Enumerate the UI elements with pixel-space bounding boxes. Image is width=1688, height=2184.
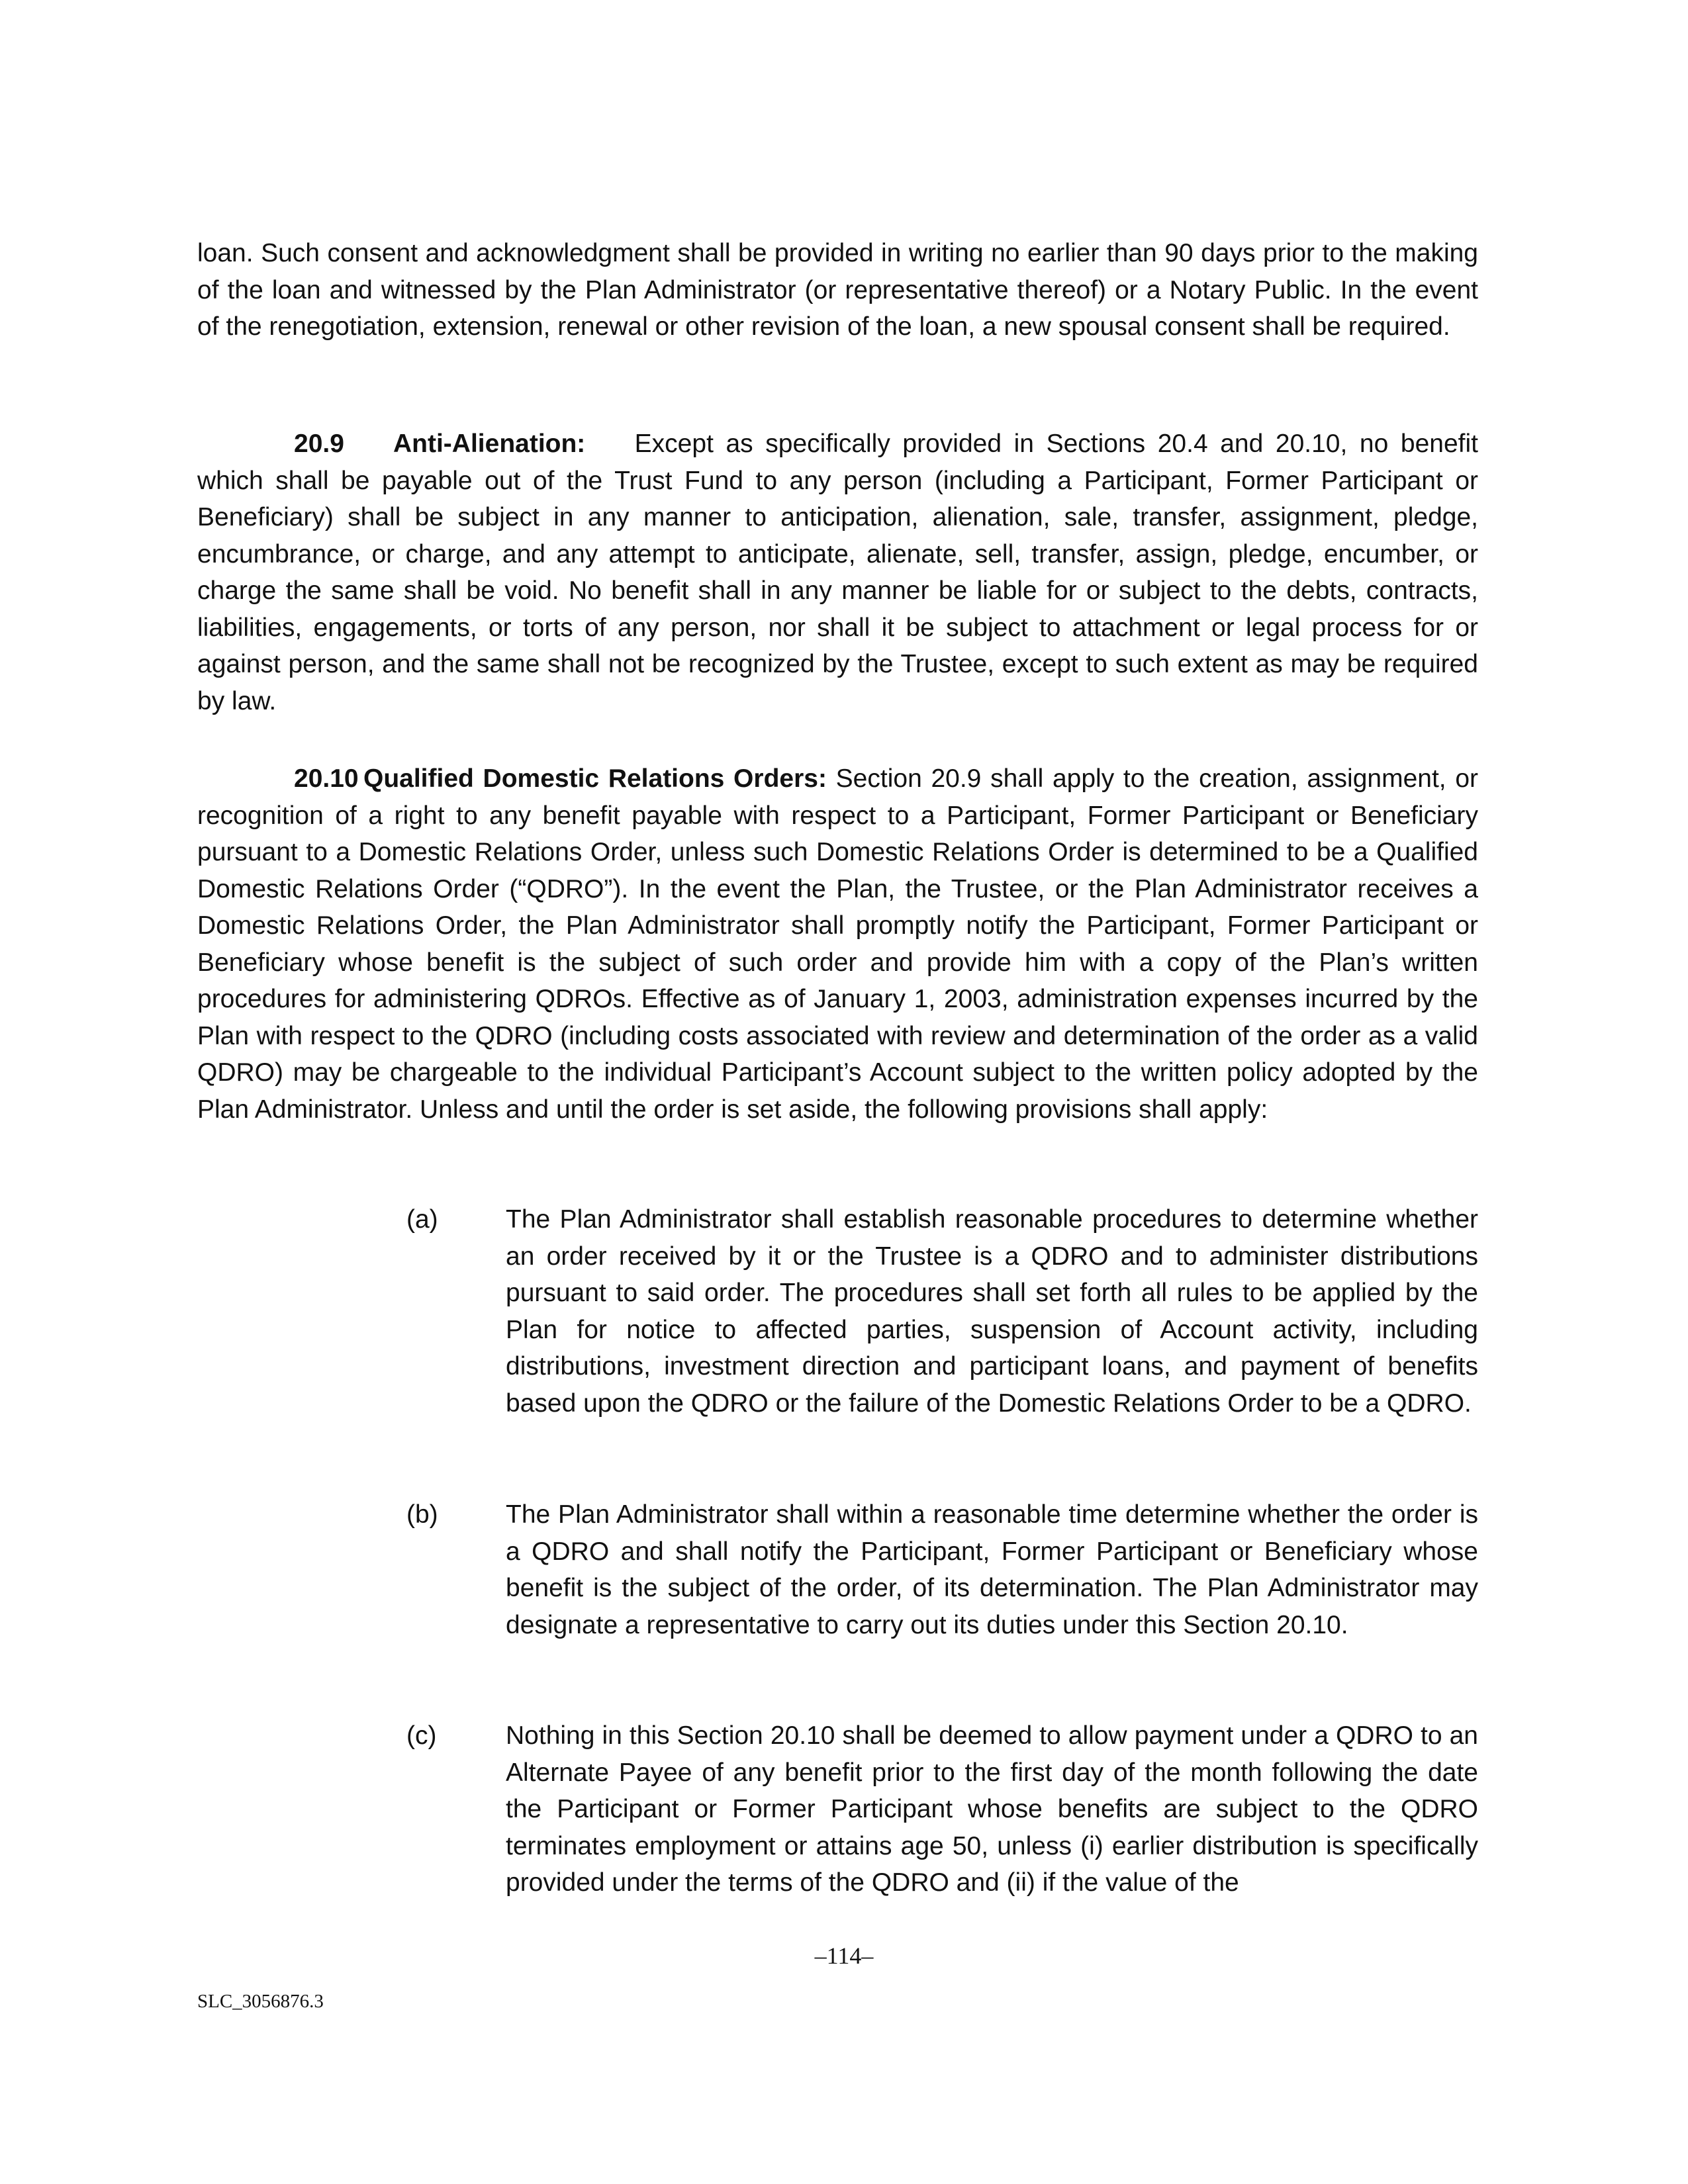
section-20-9 bbox=[197, 426, 1478, 719]
section-20-10-title: Qualified Domestic Relations Orders: bbox=[363, 764, 827, 793]
document-id: SLC_3056876.3 bbox=[197, 1991, 324, 2012]
section-20-10 bbox=[197, 760, 1478, 1128]
section-20-9-number: 20.9 bbox=[294, 430, 344, 458]
subsection-c-label: (c) bbox=[406, 1721, 437, 1750]
page-number: –114– bbox=[814, 1942, 874, 1969]
section-20-9-title: Anti-Alienation: bbox=[393, 430, 586, 458]
section-20-9-body: Except as specifically provided in Sections 20.4 and 20.10, no benefit which shall be payable out of the Trust Fund to any person (including a Participant, Former Participant or Beneficiary) shall be subject in any manner to anticipation, alienation, sale, transfer, assignment, pledge, encumbrance, or charge, and any attempt to anticipate, alienate, sell, transfer, assign, pledge, encumber, or charge the same shall be void. No benefit shall in any manner be liable for or subject to the debts, contracts, liabilities, engagements, or torts of any person, nor shall it be subject to attachment or legal process for or against person, and the same shall not be recognized by the Trustee, except to such extent as may be required by law. bbox=[197, 430, 1478, 715]
subsection-a-text: The Plan Administrator shall establish reasonable procedures to determine whether an order received by it or the Trustee is a QDRO and to administer distributions pursuant to said order. The procedures shall set forth all rules to be applied by the Plan for notice to affected parties, suspension of Account activity, including distributions, investment direction and participant loans, and payment of benefits based upon the QDRO or the failure of the Domestic Relations Order to be a QDRO. bbox=[506, 1205, 1478, 1418]
subsection-a-label: (a) bbox=[406, 1205, 438, 1234]
subsection-c-text: Nothing in this Section 20.10 shall be deemed to allow payment under a QDRO to an Alternate Payee of any benefit prior to the first day of the month following the date the Participant or Former Participant whose benefits are subject to the QDRO terminates employment or attains age 50, unless (i) earlier distribution is specifically provided under the terms of the QDRO and (ii) if the value of the bbox=[506, 1721, 1478, 1897]
continuation-paragraph-text: loan. Such consent and acknowledgment shall be provided in writing no earlier than 90 days prior to the making of the loan and witnessed by the Plan Administrator (or representative thereof) or a Notary Public. In the event of the renegotiation, extension, renewal or other revision of the loan, a new spousal consent shall be required. bbox=[197, 239, 1478, 341]
continuation-paragraph bbox=[197, 235, 1478, 345]
section-20-9-paragraph bbox=[197, 426, 1478, 719]
section-20-10-number: 20.10 bbox=[294, 764, 359, 793]
section-20-10-paragraph bbox=[197, 760, 1478, 1128]
subsection-b-label: (b) bbox=[406, 1500, 438, 1529]
section-20-10-body: Section 20.9 shall apply to the creation, assignment, or recognition of a right to any benefit payable with respect to a Participant, Former Participant or Beneficiary pursuant to a Domestic Relations Order, unless such Domestic Relations Order is determined to be a Qualified Domestic Relations Order (“QDRO”). In the event the Plan, the Trustee, or the Plan Administrator receives a Domestic Relations Order, the Plan Administrator shall promptly notify the Participant, Former Participant or Beneficiary whose benefit is the subject of such order and provide him with a copy of the Plan’s written procedures for administering QDROs. Effective as of January 1, 2003, administration expenses incurred by the Plan with respect to the QDRO (including costs associated with review and determination of the order as a valid QDRO) may be chargeable to the individual Participant’s Account subject to the written policy adopted by the Plan Administrator. Unless and until the order is set aside, the following provisions shall apply: bbox=[197, 764, 1479, 1124]
subsection-b-text: The Plan Administrator shall within a reasonable time determine whether the order is a QDRO and shall notify the Participant, Former Participant or Beneficiary whose benefit is the subject of the order, of its determination. The Plan Administrator may designate a representative to carry out its duties under this Section 20.10. bbox=[506, 1500, 1478, 1639]
